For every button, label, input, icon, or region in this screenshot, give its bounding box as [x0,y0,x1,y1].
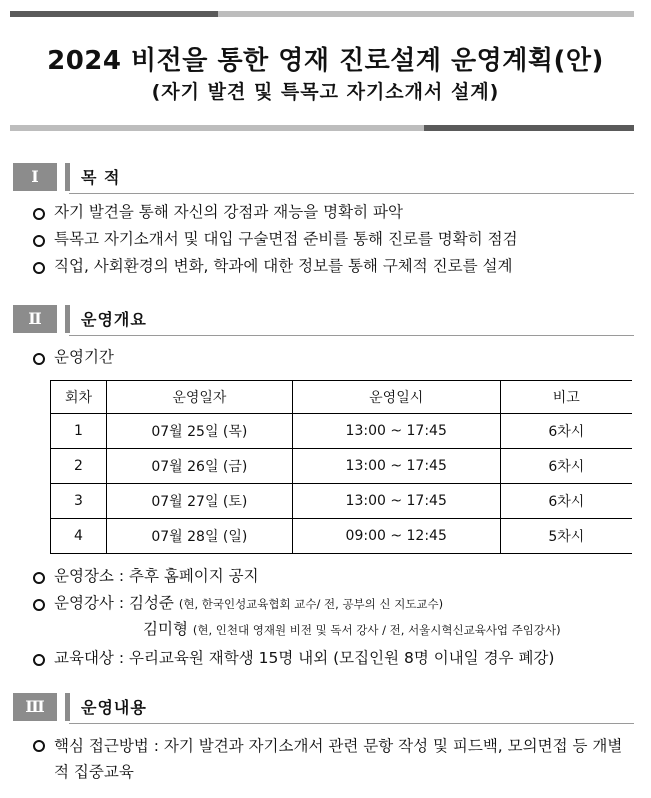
purpose-item [32,228,518,250]
table-cell: 07월 28일 (일) [106,519,292,554]
circle-bullet-icon [32,647,48,669]
section-underline [69,723,634,724]
section-rule [65,305,70,333]
place-text: 운영장소 : 추후 홈페이지 공지 [54,567,259,585]
instructor-note: (현, 인천대 영재원 비전 및 독서 강사 / 전, 서울시혁신교육사업 주임강사) [192,623,561,637]
table-header-row [51,381,633,414]
section-purpose [13,160,634,194]
circle-bullet-icon [32,255,48,277]
purpose-text: 자기 발견을 통해 자신의 강점과 재능을 명확히 파악 [54,203,403,221]
section-title: 운영개요 [81,310,147,329]
table-row [51,414,633,449]
document-title: 2024 비전을 통한 영재 진로설계 운영계획(안) [47,46,604,76]
table-cell: 1 [51,414,107,449]
table-cell: 3 [51,484,107,519]
table-cell: 6차시 [500,449,632,484]
instructor-name: 김미형 [143,620,188,638]
title-bottom-bar [10,125,634,131]
table-row [51,519,633,554]
table-cell: 07월 26일 (금) [106,449,292,484]
schedule-table [50,380,632,554]
circle-bullet-icon [32,346,48,368]
circle-bullet-icon [32,733,48,755]
table-header-cell: 회차 [51,381,107,414]
circle-bullet-icon [32,201,48,223]
section-overview [13,302,634,336]
instructor-item-second [143,618,561,641]
title-top-bar [10,11,634,17]
instructor-item [32,592,443,615]
table-cell: 5차시 [500,519,632,554]
target-text: 교육대상 : 우리교육원 재학생 15명 내외 (모집인원 8명 이내일 경우 폐강) [54,649,555,667]
table-cell: 6차시 [500,414,632,449]
purpose-item [32,255,512,277]
title-bottom-bar-dark [424,125,634,131]
table-cell: 6차시 [500,484,632,519]
target-item [32,647,554,669]
section-content [13,690,634,724]
table-header-cell: 운영일자 [106,381,292,414]
section-number: Ⅲ [13,693,57,721]
period-label: 운영기간 [54,348,114,366]
method-text: 핵심 접근방법 : 자기 발견과 자기소개서 관련 문항 작성 및 피드백, 모의면접 등 개별적 집중교육 [54,737,623,781]
instructor-label: 운영강사 : [54,594,125,612]
section-rule [65,693,70,721]
circle-bullet-icon [32,592,48,614]
circle-bullet-icon [32,228,48,250]
section-title: 운영내용 [81,698,147,717]
period-item [32,346,114,368]
place-item [32,565,259,587]
section-number: Ⅱ [13,305,57,333]
table-header-cell: 운영일시 [292,381,500,414]
title-top-bar-light [218,11,634,17]
instructor-note: (현, 한국인성교육협회 교수/ 전, 공부의 신 지도교수) [178,597,444,611]
section-rule [65,163,70,191]
table-cell: 09:00 ~ 12:45 [292,519,500,554]
section-title: 목 적 [81,168,121,187]
table-cell: 2 [51,449,107,484]
table-cell: 13:00 ~ 17:45 [292,484,500,519]
table-row [51,449,633,484]
document-subtitle: (자기 발견 및 특목고 자기소개서 설계) [151,81,500,103]
table-cell: 4 [51,519,107,554]
circle-bullet-icon [32,565,48,587]
section-underline [69,335,634,336]
section-number: Ⅰ [13,163,57,191]
method-item [32,733,637,785]
title-top-bar-dark [10,11,218,17]
table-cell: 13:00 ~ 17:45 [292,449,500,484]
title-bottom-bar-light [10,125,424,131]
table-cell: 07월 25일 (목) [106,414,292,449]
table-row [51,484,633,519]
table-cell: 07월 27일 (토) [106,484,292,519]
instructor-name: 김성준 [128,594,174,612]
table-header-cell: 비고 [500,381,632,414]
purpose-item [32,201,403,223]
table-cell: 13:00 ~ 17:45 [292,414,500,449]
purpose-text: 직업, 사회환경의 변화, 학과에 대한 정보를 통해 구체적 진로를 설계 [54,257,513,275]
purpose-text: 특목고 자기소개서 및 대입 구술면접 준비를 통해 진로를 명확히 점검 [54,230,518,248]
section-underline [69,193,634,194]
